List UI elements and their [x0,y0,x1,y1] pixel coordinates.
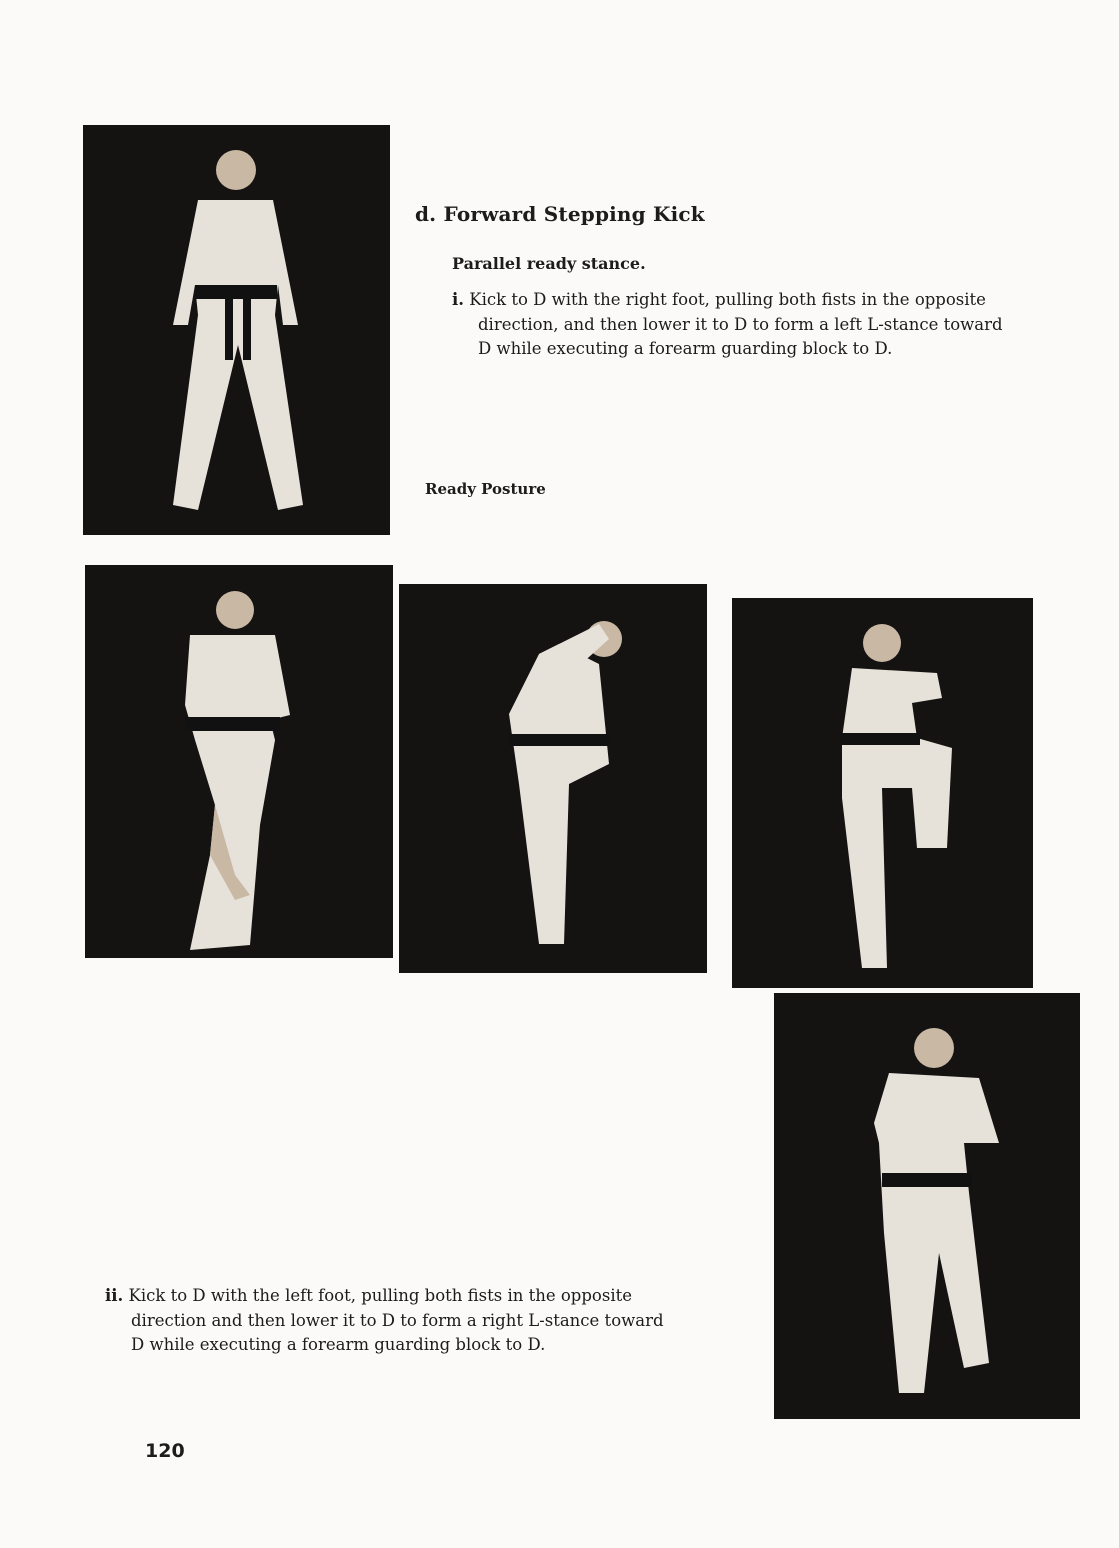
step-ii [105,1284,666,1358]
knee-chamber-photo [732,598,1033,988]
step-i-text: Kick to D with the right foot, pulling both fists in the opposite direction, and then lower it to D to form a left L-stance toward D while executing a forearm guarding block to D. [469,290,1003,358]
stance-label: Parallel ready stance. [452,254,646,273]
step-i [452,288,1008,362]
l-stance-block-photo [774,993,1080,1419]
front-kick-photo [399,584,707,973]
step-ii-marker: ii. [105,1286,124,1305]
step-i-marker: i. [452,290,465,309]
ready-posture-caption: Ready Posture [425,480,546,498]
knee-raise-photo [85,565,393,958]
step-ii-text: Kick to D with the left foot, pulling both fists in the opposite direction and then lower it to D to form a right L-stance toward D while executing a forearm guarding block to D. [128,1286,664,1354]
section-heading: d. Forward Stepping Kick [415,202,705,226]
ready-posture-photo [83,125,390,535]
page-number: 120 [145,1440,185,1462]
